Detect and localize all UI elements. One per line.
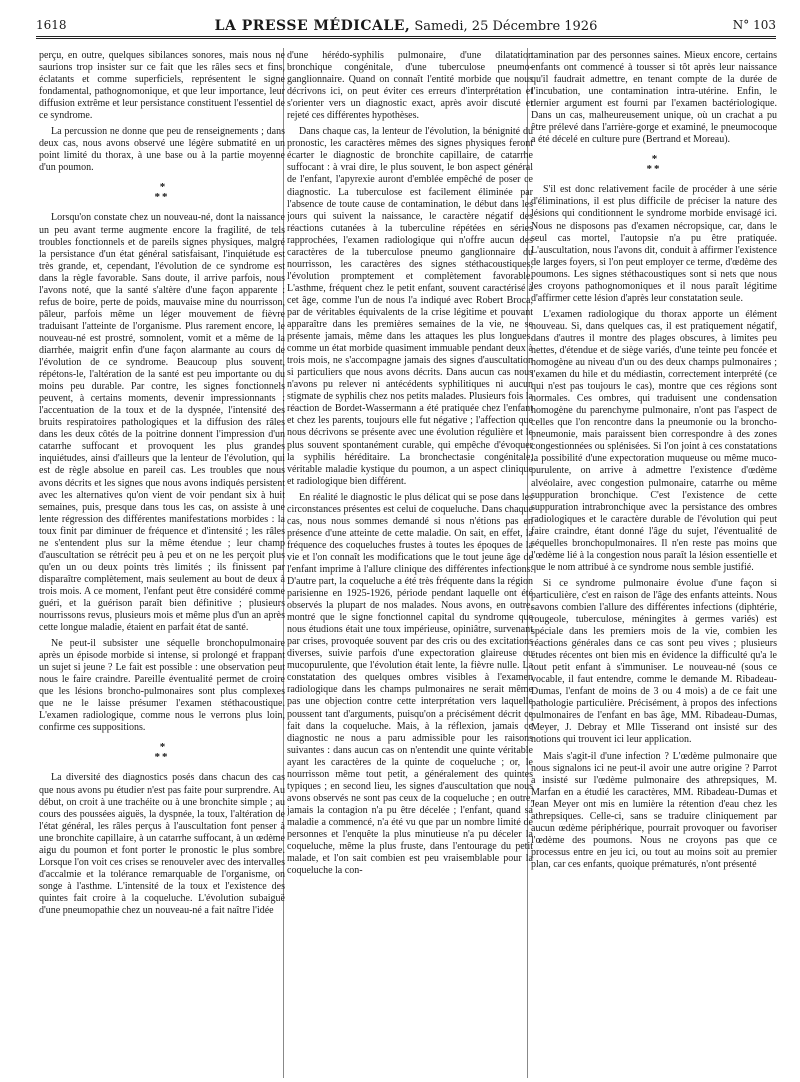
paragraph: Ne peut-il subsister une séquelle bronchopulmonaire après un épisode morbide si intense, si prolongé et frappant un sujet si jeune ? Le fait est possible : une observation peut nous le faire craindre. Pareille éventualité permet de croire que les lésions broncho-pulmonaires sont plus complexes que ne le laisse présumer l'examen stéthacoustique. L'examen radiologique, comme nous le verrons plus loin, confirme ces suppositions. [39, 638, 285, 734]
paragraph: S'il est donc relativement facile de procéder à une série d'éliminations, il est plus difficile de préciser la nature des lésions qui conditionnent le syndrome morbide envisagé ici. Nous ne disposons pas d'examen nécropsique, car, dans le seul cas mortel, l'autopsie n'a pu être pratiquée. L'auscultation, nous l'avons dit, conduit à affirmer l'existence de larges foyers, si l'on peut employer ce terme, d'œdème des poumons. Les signes stéthacoustiques sont si nets que nous les croyons pathognomoniques et il nous paraît légitime d'affirmer cette lésion d'après leur constatation seule. [531, 184, 777, 304]
text-column-2 [287, 50, 533, 1080]
paragraph: d'une hérédo-syphilis pulmonaire, d'une dilatation bronchique congénitale, d'une tuberculose pneumo-ganglionnaire. Quand on connaît l'entité morbide que nous décrivons ici, on peut éviter ces erreurs d'interprétation et s'orienter vers un diagnostic exact, après avoir discuté et rejeté ces différentes hypothèses. [287, 50, 533, 122]
journal-title: LA PRESSE MÉDICALE, [214, 18, 411, 34]
paragraph: Si ce syndrome pulmonaire évolue d'une façon si particulière, c'est en raison de l'âge des enfants atteints. Nous savons combien l'allure des différentes infections (diphtérie, rougeole, tuberculose, méningites à germes variés) est spéciale dans les premiers mois de la vie, combien les réactions générales dans ce cas sont peu vives ; plusieurs études récentes ont bien mis en évidence la difficulté qu'a le tout petit enfant à s'immuniser. Le nouveau-né (sous ce vocable, il faut entendre, comme le demande M. Ribadeau-Dumas, l'enfant de moins de 3 ou 4 mois) a de ce fait une pathologie particulière. Précisément, à propos des infections pulmonaires de l'enfant en bas âge, MM. Ribadeau-Dumas, Meyer, J. Debray et Mlle Tisserand ont insisté sur des notions qui trouvent ici leur application. [531, 577, 777, 746]
page-header [36, 4, 776, 32]
header-rule [36, 36, 776, 39]
paragraph: La percussion ne donne que peu de renseignements ; dans deux cas, nous avons observé une légère submatité en un point limité du thorax, à une base ou à la partie moyenne d'un poumon. [39, 126, 285, 174]
text-column-3 [531, 50, 777, 1080]
page-number: 1618 [36, 18, 67, 32]
paragraph: La diversité des diagnostics posés dans chacun des cas que nous avons pu étudier n'est pas faite pour surprendre. Au début, on croit à une trachéite ou à une bronchite simple ; au cours des poussées aiguës, la dyspnée, la toux, l'altération de l'état général, les râles perçus à l'auscultation font penser à une bronchite capillaire, à un catarrhe suffocant, à un œdème aigu du poumon et font porter le pronostic le plus sombre. Lorsque l'on voit ces crises se renouveler avec des intervalles d'accalmie et la tolérance remarquable de l'organisme, on songe à l'asthme. L'intensité de la toux et l'existence des quintes fait croire à la coqueluche. L'évolution subaiguë d'une pneumopathie chez un nouveau-né a fait naître l'idée [39, 772, 285, 916]
issue-number: N° 103 [732, 18, 776, 32]
section-separator: * ** [154, 181, 170, 204]
paragraph: Dans chaque cas, la lenteur de l'évolution, la bénignité du pronostic, les caractères mêmes des signes physiques feront écarter le diagnostic de bronchite capillaire, de catarrhe suffocant : à vrai dire, le plus souvent, le bon aspect général de l'enfant, l'apyrexie auront d'emblée empêché de poser ce diagnostic. La tuberculose est facilement éliminée par l'absence de toute cause de contamination, le début dans les jours qui suivent la naissance, le caractère négatif des réactions cutanées à la tuberculine répétées en séries rapprochées, l'examen radiologique qui n'offre aucun des caractères de la tuberculose pneumo ganglionnaire du nourrisson, les caractères des signes stéthacoustiques, l'évolution promptement et complètement favorable. L'asthme, fréquent chez le petit enfant, souvent caractérisé à cet âge, comme l'un de nous l'a indiqué avec Robert Broca, par de véritables équivalents de la crise légitime et pouvant apparaître dans les premières semaines de la vie, ne se présente jamais, même dans les attaques les plus longues, comme un état morbide quasiment immuable pendant deux à trois mois, ne s'accompagne jamais des signes d'auscultation si particuliers que nous avons décrits. Dans aucun cas nous n'avons pu relever ni antécédents syphilitiques ni aucun stigmate de syphilis chez nos petits malades. Plusieurs fois la réaction de Bordet-Wassermann a été pratiquée chez l'enfant et chez les parents, toujours elle fut négative ; l'affection que nous décrivons se présente avec une évolution régulière et le plus souvent spontanément curable, qui empêche d'évoquer la syphilis héréditaire. La bronchectasie congénitale, véritable maladie kystique du poumon, a un aspect clinique et radiologique bien différent. [287, 126, 533, 487]
paragraph: Lorsqu'on constate chez un nouveau-né, dont la naissance un peu avant terme augmente encore la fragilité, de tels troubles fonctionnels et de pareils signes physiques, malgré la persistance d'un état général satisfaisant, l'inquiétude est très grande, et, cependant, l'évolution de ce syndrome est dans la règle favorable. Sans doute, il arrive parfois, nous l'avons noté, que la santé s'altère d'une façon apparente : refus de boire, perte de poids, mauvaise mine du nourrisson, pâleur, parfois même un léger mouvement de fièvre traduisant l'atteinte de l'organisme. Plus rarement encore, le nouveau-né est prostré, somnolent, vomit et a même de la diarrhée, maigrit enfin d'une façon alarmante au cours de l'évolution de ce syndrome. Beaucoup plus souvent, répétons-le, l'altération de la santé est peu importante ou du moins peu durable. Par contre, les signes fonctionnels peuvent, à certains moments, devenir impressionnants : l'accentuation de la toux et de la dyspnée, l'intensité des bruits respiratoires pathologiques et la diffusion des râles dans les deux côtés de la poitrine donnent l'impression d'un catarrhe suffocant et provoquent les plus grandes inquiétudes, ainsi d'ailleurs que la lenteur de l'évolution, qui est de règle absolue en pareil cas. Les troubles que nous avons décrits et les signes que nous avons indiqués persistent avec les alternatives qu'on vient de voir pendant six à huit semaines, puis, presque dans tous les cas, on assiste à une lente régression des différentes manifestations morbides : la toux finit par diminuer de fréquence et d'intensité ; les râles ne s'entendent plus sur la même étendue ; leur champ d'auscultation se rétrécit peu à peu et on ne les perçoit plus qu'en un ou deux points très limités ; ils finissent par disparaître complètement, mais seulement au bout de deux à trois mois. A ce moment, l'enfant peut être considéré comme guéri, et la guérison paraît bien définitive ; plusieurs nourrissons revus, plusieurs mois et même plus d'un an après cette longue maladie, étaient en parfait état de santé. [39, 212, 285, 634]
text-column-1 [39, 50, 285, 1080]
section-separator: * ** [154, 741, 170, 764]
paragraph: En réalité le diagnostic le plus délicat qui se pose dans les circonstances présentes est celui de coqueluche. Dans chaque cas, nous nous sommes demandé si nous n'étions pas en présence d'une atteinte de cette maladie. On sait, en effet, la fréquence des coqueluches frustes à toutes les époques de la vie et l'on connaît les modifications que le tout jeune âge de l'enfant imprime à l'allure clinique des différentes infections. D'autre part, la coqueluche a été très fréquente dans la région parisienne en 1925-1926, période pendant laquelle ont été observés la plupart de nos malades. Nous avons, en outre, montré que le signe fonctionnel capital du syndrome que nous étudions était une toux impérieuse, opiniâtre, survenant par crises, provoquée souvent par des cris ou des excitations diverses, suivie parfois d'une expectoration glaireuse ou mucopurulente, que l'évolution était lente, la fièvre nulle. La constatation des quelques ombres visibles à l'examen radiologique dans les champs pulmonaires ne serait même pas une objection contre cette interprétation vers laquelle poussent tant d'arguments, puisqu'on a précisément décrit ce fait dans la coqueluche. Mais, à la réflexion, jamais ce diagnostic ne nous a paru admissible pour les raisons suivantes : dans aucun cas on n'entendit une quinte véritable ayant les caractères de la quinte de coqueluche ; or, le nourrisson même tout petit, a généralement des quintes typiques ; en second lieu, les signes d'auscultation que nous avons observés ne sont pas ceux de la coqueluche ; en outre, jamais la contagion n'a pu être décelée ; l'enfant, quand sa maladie a commencé, n'a été vu que par un nombre limité de personnes et l'enquête la plus minutieuse n'a pu déceler la coqueluche, même la plus fruste, dans l'entourage du petit malade, et l'on sait combien est peu vraisemblable pour la coqueluche la con- [287, 491, 533, 877]
section-separator: * ** [646, 153, 662, 176]
paragraph: L'examen radiologique du thorax apporte un élément nouveau. Si, dans quelques cas, il est pratiquement négatif, dans d'autres il montre des plages obscures, à limites peu nettes, d'étendue et de siège variés, d'une teinte peu foncée et homogène au niveau d'un ou des deux champs pulmonaires ; l'examen du hile et du médiastin, correctement interprété (ce qui n'est pas toujours le cas), montre que ces régions sont normales. Ces ombres, qui traduisent une condensation homogène du parenchyme pulmonaire, n'ont pas l'aspect de celles que l'on rencontre dans la pneumonie ou la broncho-pneumonie, mais paraissent bien correspondre à des zones congestionnées ou splénisées. Si l'on joint à ces constatations la possibilité d'une expectoration muqueuse ou même muco-purulente, on arrive à admettre l'existence d'œdème alvéolaire, avec congestion pulmonaire, catarrhe ou même suppuration bronchique. C'est l'existence de cette suppuration intrabronchique avec la persistance des ombres radiologiques et le caractère durable de l'évolution qui peut faire craindre, étant donné l'âge du sujet, l'éventualité de séquelles bronchopulmonaires. Il n'en reste pas moins que l'œdème lié à la congestion nous paraît la lésion essentielle et que le nom attribué à ce syndrome nous semble justifié. [531, 308, 777, 573]
issue-date: Samedi, 25 Décembre 1926 [414, 19, 598, 34]
paragraph: Mais s'agit-il d'une infection ? L'œdème pulmonaire que nous signalons ici ne peut-il avoir une autre origine ? Parrot a insisté sur l'œdème pulmonaire des athrepsiques, M. Marfan en a étudié les caractères, MM. Ribadeau-Dumas et Jean Meyer ont mis en lumière la rétention d'eau chez les athrepsiques. Celle-ci, sans se traduire cliniquement par aucun œdème périphérique, pourrait provoquer ou favoriser l'œdème des poumons. Nous ne croyons pas que ce processus entre en jeu ici, ou tout au moins soit au premier plan, car ces enfants, quoique prématurés, n'ont présenté [531, 750, 777, 870]
paragraph: perçu, en outre, quelques sibilances sonores, mais nous ne saurions trop insister sur ce fait que les râles secs et fins, éclatants et comme superficiels, représentent le signe fondamental, pathognomonique, et que leur importance, leur diffusion extrême et leur persistance constituent l'essentiel de ce syndrome. [39, 50, 285, 122]
paragraph: tamination par des personnes saines. Mieux encore, certains enfants ont commencé à tousser si tôt après leur naissance qu'il faudrait admettre, en tenant compte de la durée de l'incubation, une contamination intra-utérine. Enfin, le dernier argument est fourni par l'examen bactériologique. Dans un cas, malheureusement unique, où un crachat a pu être prélevé dans l'arrière-gorge et examiné, le pneumocoque a été décelé en culture pure (Bertrand et Moreau). [531, 50, 777, 146]
running-head [36, 18, 776, 34]
